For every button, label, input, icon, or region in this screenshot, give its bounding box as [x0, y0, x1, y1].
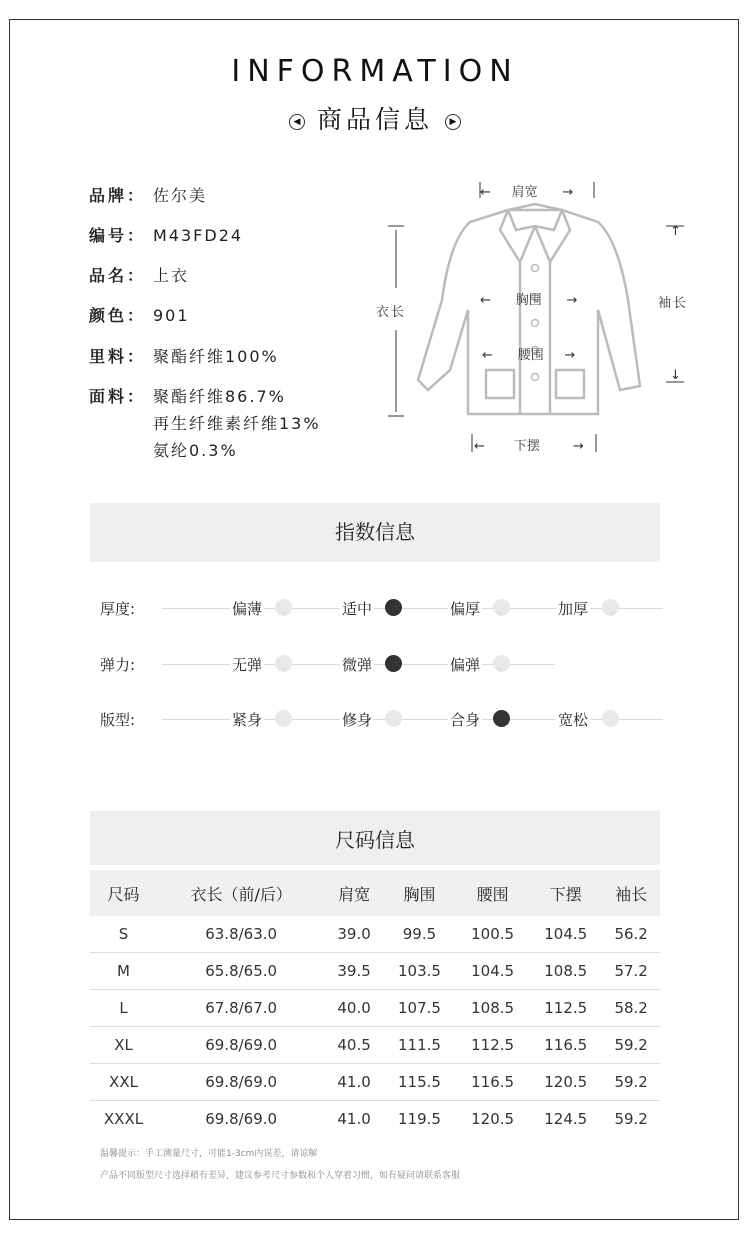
index-option: 无弹	[232, 656, 263, 674]
table-cell: 41.0	[325, 1064, 383, 1101]
table-cell: 67.8/67.0	[157, 990, 325, 1027]
size-table-header	[90, 870, 660, 916]
table-cell: 107.5	[383, 990, 456, 1027]
index-option: 加厚	[558, 600, 589, 618]
table-cell: 104.5	[529, 916, 602, 953]
spec-fabric: 面料： 聚酯纤维86.7% 再生纤维素纤维13% 氨纶0.3%	[89, 387, 321, 460]
table-cell: 69.8/69.0	[157, 1064, 325, 1101]
index-label: 版型:	[100, 711, 136, 729]
chest-label: ← 胸围 →	[480, 293, 578, 308]
size-col-header: 袖长	[602, 870, 660, 916]
sleeve-arrow-down-icon: ↓	[670, 368, 681, 383]
table-row	[90, 953, 660, 990]
table-cell: M	[90, 953, 157, 990]
table-row	[90, 990, 660, 1027]
table-cell: 115.5	[383, 1064, 456, 1101]
table-cell: 59.2	[614, 1110, 648, 1128]
length-label: 衣长	[376, 305, 407, 320]
table-cell: 59.2	[602, 1027, 660, 1064]
note-measure: 温馨提示：手工测量尺寸，可能1-3cm内误差，请谅解	[100, 1149, 318, 1159]
spec-name: 品名： 上衣	[89, 266, 190, 285]
table-cell: 103.5	[383, 953, 456, 990]
table-cell: 108.5	[456, 990, 529, 1027]
table-cell: 40.0	[325, 990, 383, 1027]
table-cell: 69.8/69.0	[157, 1027, 325, 1064]
index-dot	[275, 710, 292, 727]
index-option: 适中	[342, 600, 373, 618]
table-cell: 58.2	[602, 990, 660, 1027]
index-dot-selected	[385, 599, 402, 616]
index-dot	[602, 599, 619, 616]
size-col-header: 腰围	[456, 870, 529, 916]
spec-color: 颜色： 901	[89, 306, 190, 325]
index-dot	[493, 599, 510, 616]
table-cell: L	[90, 990, 157, 1027]
table-cell: 69.8/69.0	[205, 1110, 278, 1128]
size-table	[90, 870, 660, 1137]
table-cell: 108.5	[529, 953, 602, 990]
table-cell: 39.0	[325, 916, 383, 953]
index-option: 偏厚	[450, 600, 481, 618]
sleeve-label: 袖长	[658, 296, 689, 311]
index-option: 偏弹	[450, 656, 481, 674]
table-row	[90, 916, 660, 953]
table-cell: 119.5	[397, 1110, 441, 1128]
table-row	[90, 1101, 660, 1138]
table-cell: 41.0	[337, 1110, 371, 1128]
index-label: 弹力:	[100, 656, 136, 674]
sleeve-arrow-up-icon: ↑	[670, 224, 681, 239]
table-cell: 59.2	[602, 1064, 660, 1101]
spec-brand: 品牌： 佐尔美	[89, 186, 208, 205]
title-en: INFORMATION	[231, 54, 519, 89]
index-option: 紧身	[232, 711, 263, 729]
size-col-header: 衣长（前/后）	[157, 870, 325, 916]
index-label: 厚度:	[100, 600, 136, 618]
table-cell: XXXL	[103, 1110, 144, 1128]
table-cell: 112.5	[529, 990, 602, 1027]
table-cell: XXL	[90, 1064, 157, 1101]
index-option: 修身	[342, 711, 373, 729]
waist-label: ← 腰围 →	[482, 348, 576, 363]
index-option: 微弹	[342, 656, 373, 674]
size-header: 尺码信息	[90, 811, 660, 865]
index-option: 合身	[450, 711, 481, 729]
table-cell: 120.5	[471, 1110, 515, 1128]
table-cell: 39.5	[325, 953, 383, 990]
table-cell: S	[90, 916, 157, 953]
index-dot	[602, 710, 619, 727]
table-row	[90, 1064, 660, 1101]
index-dot	[275, 655, 292, 672]
table-cell: 124.5	[544, 1110, 588, 1128]
table-cell: 99.5	[383, 916, 456, 953]
table-cell: 40.5	[325, 1027, 383, 1064]
index-dot	[385, 710, 402, 727]
table-cell: 63.8/63.0	[157, 916, 325, 953]
shoulder-label: ← 肩宽 →	[480, 185, 574, 200]
table-cell: 120.5	[529, 1064, 602, 1101]
table-cell: 100.5	[456, 916, 529, 953]
left-arrow-icon: ◀	[289, 114, 305, 130]
table-cell: XL	[90, 1027, 157, 1064]
title-cn	[0, 100, 750, 136]
index-dot	[275, 599, 292, 616]
table-cell: 104.5	[456, 953, 529, 990]
size-col-header: 下摆	[529, 870, 602, 916]
index-dot-selected	[385, 655, 402, 672]
table-cell: 56.2	[602, 916, 660, 953]
right-arrow-icon: ▶	[445, 114, 461, 130]
index-dot-selected	[493, 710, 510, 727]
size-col-header: 肩宽	[325, 870, 383, 916]
table-cell: 111.5	[383, 1027, 456, 1064]
table-row	[90, 1027, 660, 1064]
spec-code: 编号： M43FD24	[89, 226, 244, 245]
title-cn-text: 商品信息	[316, 105, 433, 134]
table-cell: 116.5	[529, 1027, 602, 1064]
indices-header: 指数信息	[90, 503, 660, 562]
size-col-header: 尺码	[90, 870, 157, 916]
index-option: 宽松	[558, 711, 589, 729]
table-cell: 112.5	[456, 1027, 529, 1064]
index-dot	[493, 655, 510, 672]
note-advice: 产品不同版型尺寸选择稍有差异，建议参考尺寸参数和个人穿着习惯，如有疑问请联系客服	[100, 1171, 461, 1181]
index-option: 偏薄	[232, 600, 263, 618]
jacket-diagram	[370, 170, 700, 470]
size-col-header: 胸围	[383, 870, 456, 916]
table-cell: 116.5	[456, 1064, 529, 1101]
spec-lining: 里料： 聚酯纤维100%	[89, 347, 279, 366]
table-cell: 57.2	[602, 953, 660, 990]
jacket-outline-icon	[370, 170, 700, 470]
table-cell: 65.8/65.0	[157, 953, 325, 990]
hem-label: ← 下摆 →	[474, 439, 584, 454]
